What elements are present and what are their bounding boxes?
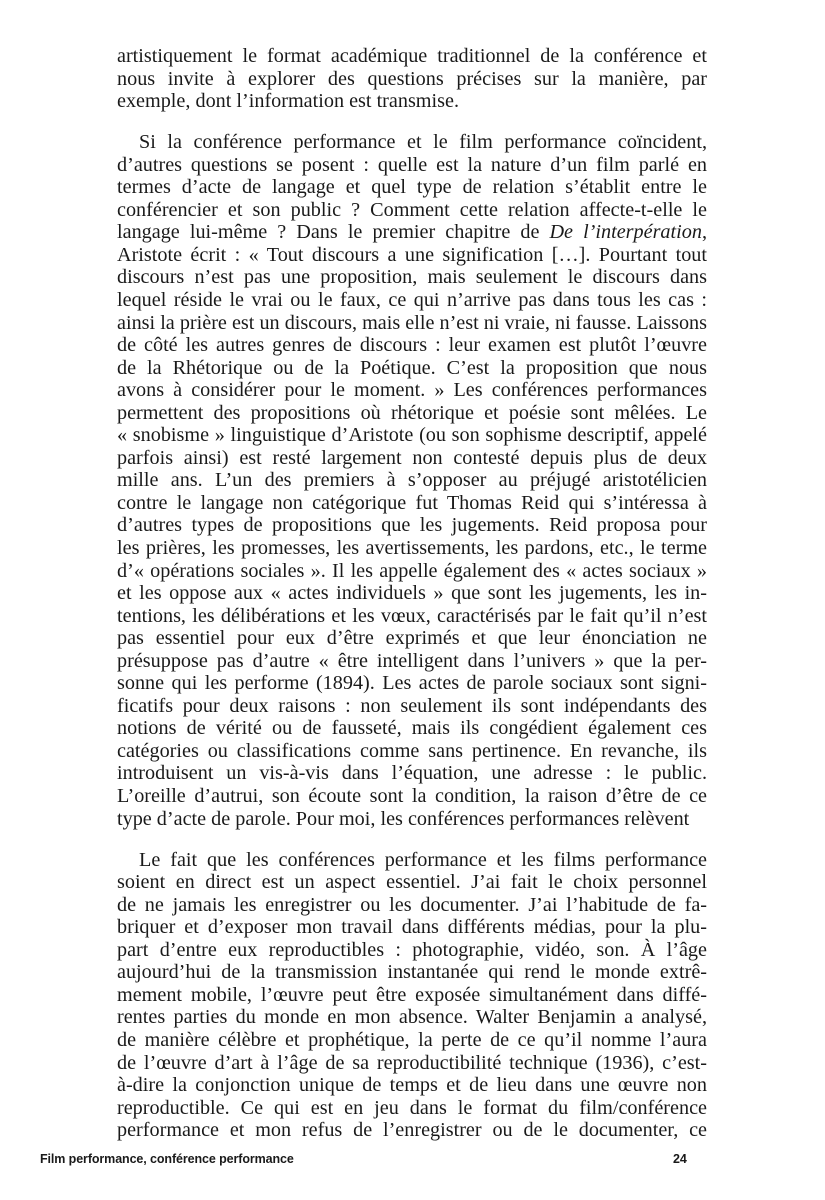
paragraph-gap — [117, 113, 707, 132]
text-line: notions de vérité ou de fausseté, mais ils congédient également ces — [117, 717, 707, 740]
text-line: termes d’acte de langage et quel type de relation s’établit entre le — [117, 176, 707, 199]
text-line: performance et mon refus de l’enregistrer ou de le documenter, ce — [117, 1119, 707, 1142]
text-line: introduisent un vis-à-vis dans l’équation, une adresse : le public. — [117, 762, 707, 785]
text-line: soient en direct est un aspect essentiel. J’ai fait le choix personnel — [117, 871, 707, 894]
text-line: nous invite à explorer des questions précises sur la manière, par — [117, 67, 707, 90]
paragraph-2 — [117, 131, 707, 830]
text-line: permettent des propositions où rhétorique et poésie sont mêlées. Le — [117, 401, 707, 424]
paragraph-3 — [117, 849, 707, 1142]
body-text — [117, 45, 707, 1142]
text-line: reproductible. Ce qui est en jeu dans le format du film/conférence — [117, 1096, 707, 1119]
text-line: d’autres questions se posent : quelle est la nature d’un film parlé en — [117, 153, 707, 176]
text-segment: langage lui-même ? Dans le premier chapitre de — [117, 221, 550, 244]
text-line: tentions, les délibérations et les vœux, caractérisés par le fait qu’il n’est — [117, 604, 707, 627]
text-line: avons à considérer pour le moment. » Les conférences performances — [117, 379, 707, 402]
text-line: les prières, les promesses, les avertissements, les pardons, etc., le terme — [117, 536, 707, 559]
text-line: mille ans. L’un des premiers à s’opposer au préjugé aristotélicien — [117, 469, 707, 492]
text-line: mement mobile, l’œuvre peut être exposée simultanément dans diffé- — [117, 983, 707, 1006]
text-line: Si la conférence performance et le film performance coïncident, — [139, 131, 707, 154]
text-line: parfois ainsi) est resté largement non contesté depuis plus de deux — [117, 446, 707, 469]
text-line: de la Rhétorique ou de la Poétique. C’est la proposition que nous — [117, 356, 707, 379]
text-line-with-title — [117, 221, 707, 244]
text-line: discours n’est pas une proposition, mais seulement le discours dans — [117, 266, 707, 289]
text-line: exemple, dont l’information est transmise. — [117, 90, 459, 113]
text-segment: , — [701, 221, 707, 244]
text-line: pas essentiel pour eux d’être exprimés et que leur énonciation ne — [117, 627, 707, 650]
text-line: aujourd’hui de la transmission instantanée qui rend le monde extrê- — [117, 961, 707, 984]
text-line: « snobisme » linguistique d’Aristote (ou son sophisme descriptif, appelé — [117, 424, 707, 447]
text-line: L’oreille d’autrui, son écoute sont la condition, la raison d’être de ce — [117, 785, 707, 807]
text-line: catégories ou classifications comme sans pertinence. En revanche, ils — [117, 739, 707, 762]
text-line: présuppose pas d’autre « être intelligent dans l’univers » que la per- — [117, 649, 707, 672]
text-line: Le fait que les conférences performance et les films performance — [139, 848, 707, 871]
text-line: conférencier et son public ? Comment cette relation affecte-t-elle le — [117, 198, 707, 221]
text-line: de ne jamais les enregistrer ou les documenter. J’ai l’habitude de fa- — [117, 893, 707, 916]
text-line: sonne qui les performe (1894). Les actes de parole sociaux sont signi- — [117, 672, 707, 695]
text-line: Aristote écrit : « Tout discours a une signification […]. Pourtant tout — [117, 243, 707, 266]
text-line: de côté les autres genres de discours : leur examen est plutôt l’œuvre — [117, 334, 707, 357]
text-line: artistiquement le format académique traditionnel de la conférence et — [117, 45, 707, 67]
text-line: ainsi la prière est un discours, mais elle n’est ni vraie, ni fausse. Laissons — [117, 311, 707, 334]
text-line: d’autres types de propositions que les jugements. Reid proposa pour — [117, 514, 707, 537]
text-line: ficatifs pour deux raisons : non seulement ils sont indépendants des — [117, 694, 707, 717]
text-line: part d’entre eux reproductibles : photographie, vidéo, son. À l’âge — [117, 938, 707, 961]
page-number: 24 — [673, 1152, 687, 1166]
text-line: de l’œuvre d’art à l’âge de sa reproductibilité technique (1936), c’est- — [117, 1051, 707, 1074]
paragraph-gap — [117, 830, 707, 849]
text-line: à-dire la conjonction unique de temps et de lieu dans une œuvre non — [117, 1074, 707, 1097]
text-line: de manière célèbre et prophétique, la perte de ce qu’il nomme l’aura — [117, 1028, 707, 1051]
paragraph-1 — [117, 45, 707, 113]
text-line: rentes parties du monde en mon absence. Walter Benjamin a analysé, — [117, 1006, 707, 1029]
running-title: Film performance, conférence performance — [40, 1152, 294, 1166]
book-title: De l’interpération — [549, 221, 702, 244]
text-line: et les oppose aux « actes individuels » que sont les jugements, les in- — [117, 582, 707, 605]
text-line: contre le langage non catégorique fut Thomas Reid qui s’intéressa à — [117, 491, 707, 514]
text-line: d’« opérations sociales ». Il les appelle également des « actes sociaux » — [117, 559, 707, 582]
text-line: type d’acte de parole. Pour moi, les conférences performances relèvent — [117, 807, 690, 830]
text-line: lequel réside le vrai ou le faux, ce qui n’arrive pas dans tous les cas : — [117, 288, 707, 311]
text-line: briquer et d’exposer mon travail dans différents médias, pour la plu- — [117, 916, 707, 939]
